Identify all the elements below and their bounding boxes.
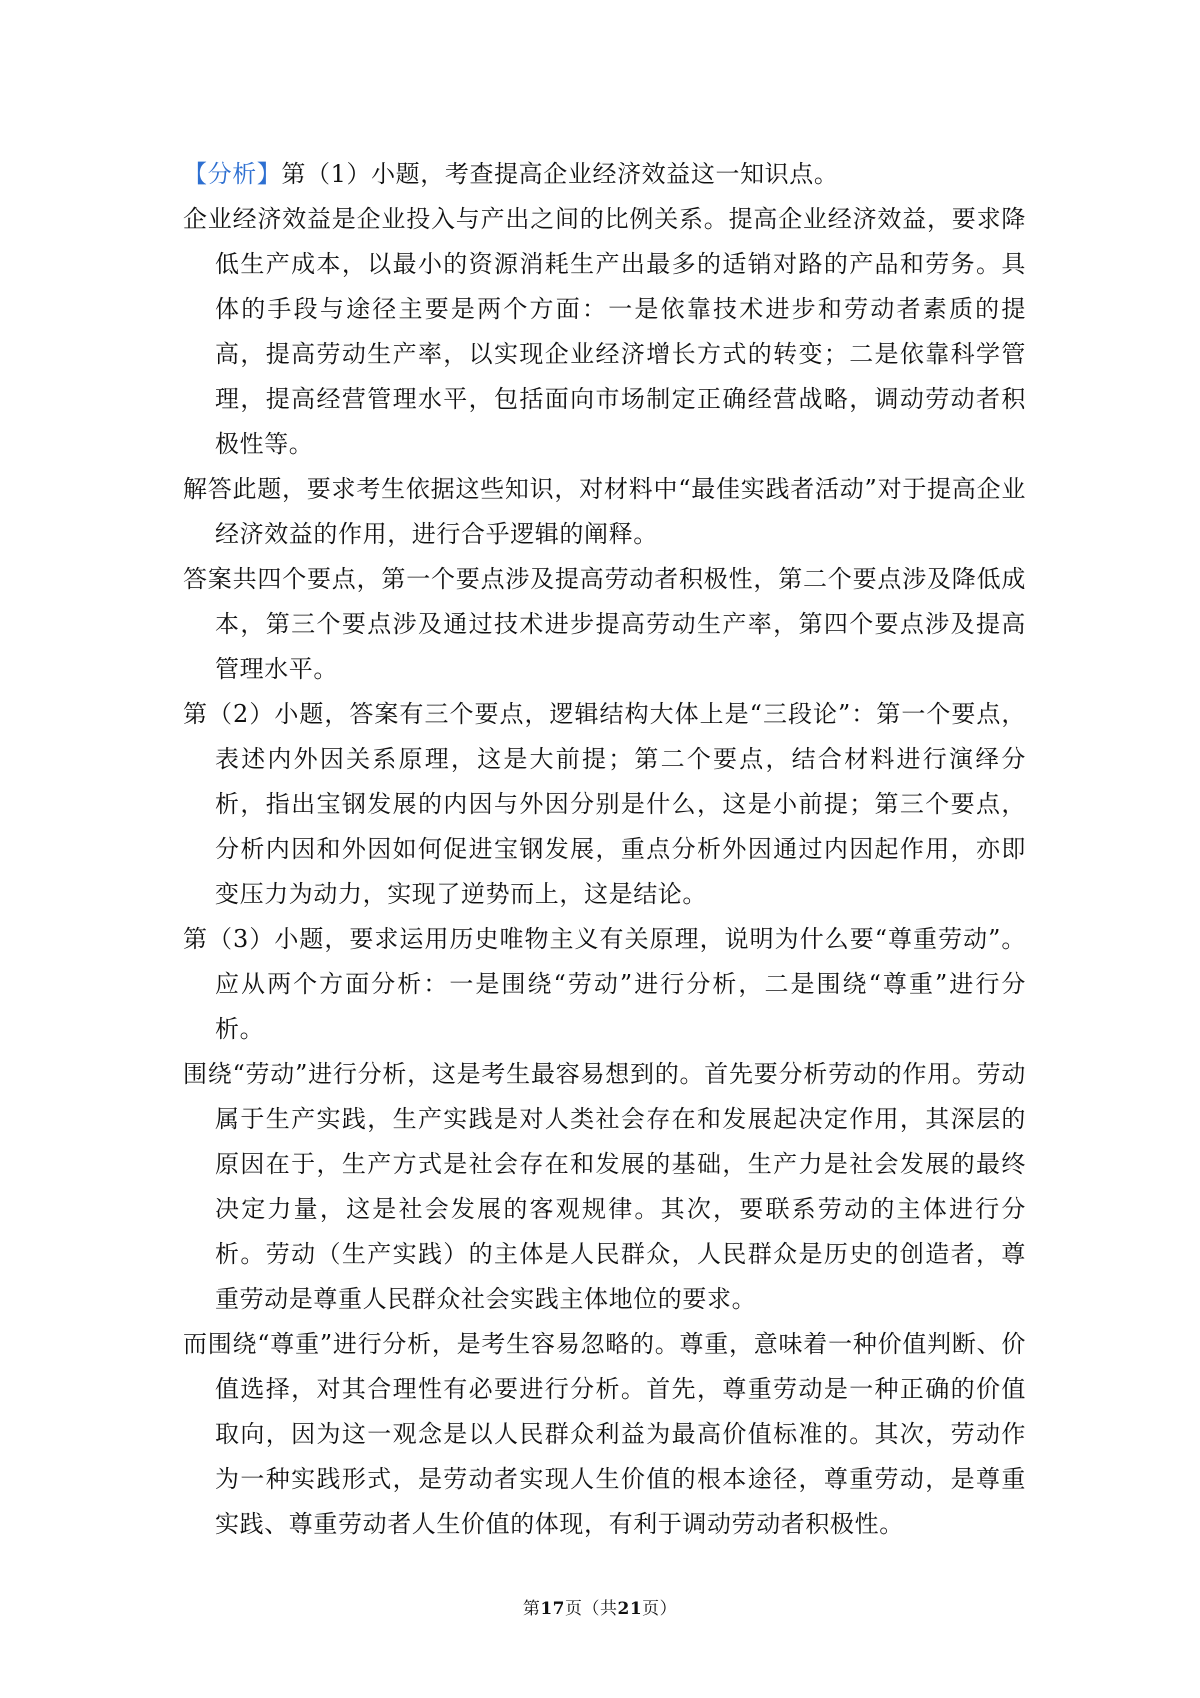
footer-page-number: 17 — [540, 1599, 565, 1619]
analysis-intro-text: 第（1）小题，考查提高企业经济效益这一知识点。 — [281, 160, 839, 188]
footer-suffix: 页） — [642, 1599, 678, 1619]
paragraph-labor-analysis: 围绕“劳动”进行分析，这是考生最容易想到的。首先要分析劳动的作用。劳动属于生产实践，生产实践是对人类社会存在和发展起决定作用，其深层的原因在于，生产方式是社会存在和发展的基础，生产力是社会发展的最终决定力量，这是社会发展的客观规律。其次，要联系劳动的主体进行分析。劳动（生产实践）的主体是人民群众，人民群众是历史的创造者，尊重劳动是尊重人民群众社会实践主体地位的要求。 — [183, 1060, 1026, 1313]
footer-middle: 页（共 — [565, 1599, 618, 1619]
analysis-section — [183, 152, 1026, 1547]
paragraph-four-points: 答案共四个要点，第一个要点涉及提高劳动者积极性，第二个要点涉及降低成本，第三个要点涉及通过技术进步提高劳动生产率，第四个要点涉及提高管理水平。 — [183, 565, 1026, 683]
paragraph-economic-benefit: 企业经济效益是企业投入与产出之间的比例关系。提高企业经济效益，要求降低生产成本，以最小的资源消耗生产出最多的适销对路的产品和劳务。具体的手段与途径主要是两个方面：一是依靠技术进步和劳动者素质的提高，提高劳动生产率，以实现企业经济增长方式的转变；二是依靠科学管理，提高经营管理水平，包括面向市场制定正确经营战略，调动劳动者积极性等。 — [183, 205, 1026, 458]
paragraph-respect-analysis: 而围绕“尊重”进行分析，是考生容易忽略的。尊重，意味着一种价值判断、价值选择，对其合理性有必要进行分析。首先，尊重劳动是一种正确的价值取向，因为这一观念是以人民群众利益为最高价值标准的。其次，劳动作为一种实践形式，是劳动者实现人生价值的根本途径，尊重劳动，是尊重实践、尊重劳动者人生价值的体现，有利于调动劳动者积极性。 — [183, 1330, 1026, 1538]
paragraph-question-2: 第（2）小题，答案有三个要点，逻辑结构大体上是“三段论”：第一个要点，表述内外因关系原理，这是大前提；第二个要点，结合材料进行演绎分析，指出宝钢发展的内因与外因分别是什么，这是小前提；第三个要点，分析内因和外因如何促进宝钢发展，重点分析外因通过内因起作用，亦即变压力为动力，实现了逆势而上，这是结论。 — [183, 700, 1026, 908]
footer-prefix: 第 — [522, 1599, 541, 1619]
paragraph-question-3: 第（3）小题，要求运用历史唯物主义有关原理，说明为什么要“尊重劳动”。应从两个方面分析：一是围绕“劳动”进行分析，二是围绕“尊重”进行分析。 — [183, 925, 1026, 1043]
analysis-tag: 【分析】 — [183, 160, 282, 188]
paragraph-answer-requirement: 解答此题，要求考生依据这些知识，对材料中“最佳实践者活动”对于提高企业经济效益的作用，进行合乎逻辑的阐释。 — [183, 475, 1026, 548]
analysis-intro — [183, 152, 1026, 197]
footer-total-pages: 21 — [617, 1599, 643, 1619]
page-footer — [0, 1594, 1200, 1619]
